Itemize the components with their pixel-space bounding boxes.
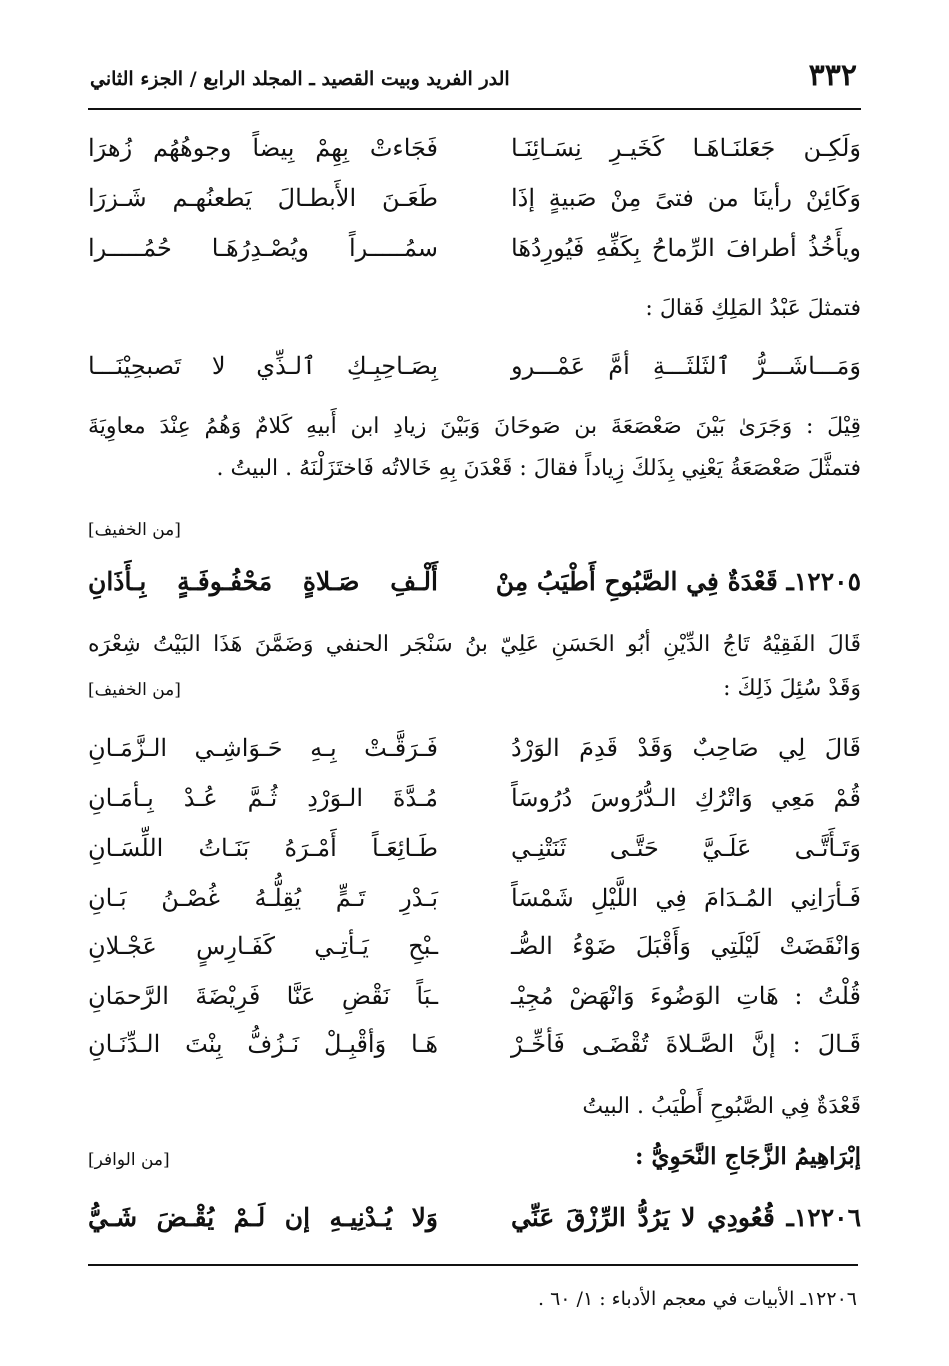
verse-second-hemistich: سمُـــــراً ويُصْـدِرُهَـا حُمُـــــرا — [88, 234, 438, 262]
verse-second-hemistich: بَـدْرِ تَـمٍّ يُقِلُّـهُ غُصْـنُ بَـانِ — [88, 884, 438, 912]
verse-line — [88, 728, 861, 768]
verse-line-numbered — [88, 562, 861, 602]
verse-first-hemistich: وَلَكِـن جَعَلنَـاهَـا كَخَيـرِ نِسَـائِنَـا — [511, 134, 861, 162]
verse-second-hemistich: مُـدَّةَ الـوَرْدِ ثُـمَّ عُـدْ بِـأمَـانِ — [88, 784, 438, 812]
verse-second-hemistich: ـبْحِ يَـأتِـي كَفَـارِسٍ عَجْـلانِ — [88, 932, 438, 960]
verse-first-hemistich: وَانْقَضَتْ لَيْلَتِي وَأَقْبَلَ ضَوْءُ الصُّـ — [511, 932, 861, 960]
verse-second-hemistich: بِصَـاحِبِـكِ ٱلـذِّي لا تَصبحِيْنَـــا — [88, 352, 438, 380]
verse-first-hemistich-text: قَعْدَةٌ فِي الصَّبُوحِ أَطْيَبُ مِنْ — [495, 567, 778, 596]
intro-line: فتمثلَ عَبْدُ المَلِكِ فَقالَ : — [645, 296, 861, 321]
verse-line — [88, 778, 861, 818]
footnote-rule — [88, 1264, 858, 1266]
verse-number: ١٢٢٠٦ـ — [786, 1203, 861, 1232]
verse-first-hemistich: قُلْتُ : هَاتِ الوَضُوءَ وَانْهَضْ مُجِيْـ — [511, 982, 861, 1010]
verse-first-hemistich: قُمْ مَعِي وَاتْرُكِ الـدُّرُوسَ دُرُوسَاً — [511, 784, 861, 812]
closing-line: قَعْدَةٌ فِي الصَّبُوحِ أَطْيَبُ . البيتُ — [582, 1094, 861, 1119]
verse-number: ١٢٢٠٥ـ — [786, 567, 861, 596]
verse-line — [88, 228, 861, 268]
prose-line: وَقَدْ سُئِلَ ذَلِكَ : — [723, 676, 861, 701]
verse-second-hemistich: هَـا وَأقْبِـلْ نَـزُفُّ بِنْتَ الـدِّنَـانِ — [88, 1030, 438, 1058]
verse-second-hemistich: طَـائِعَـاً أَمْـرَهُ بَنَـاتُ اللِّسَـانِ — [88, 834, 438, 862]
verse-line — [88, 178, 861, 218]
verse-second-hemistich: فَـرَقَّـتْ بِـهِ حَـوَاشِـي الـزَّمَـانِ — [88, 734, 438, 762]
verse-line — [88, 128, 861, 168]
verse-first-hemistich — [495, 562, 861, 602]
verse-second-hemistich: أَلْـفِ صَـلاةٍ مَحْفُـوفَـةٍ بِـأَذَانِ — [88, 567, 438, 596]
verse-line-numbered — [88, 1198, 861, 1238]
verse-line — [88, 828, 861, 868]
verse-second-hemistich: طَعَـنَ الأَبطـالَ يَطعنُهـم شَـزرَا — [88, 184, 438, 212]
verse-first-hemistich: وَكَائِنْ رأينَا من فتىً مِنْ صَبيةٍ إذَا — [511, 184, 861, 212]
verse-first-hemistich: قَالَ لِي صَاحِبٌ وَقَدْ قَدِمَ الوَرْدُ — [511, 734, 861, 762]
prose-line: قِيْلَ : وَجَرَىٰ بَيْنَ صَعْصَعَةَ بن صَوحَانَ وَبَيْنَ زيادِ ابن أَبيهِ كَلامٌ وَهُمُ عِنْدَ معاوِيَةَ — [88, 414, 861, 439]
verse-second-hemistich: وَلا يُـدْنِيـهِ إن لَـمْ يُقْـضَ شَـيُّ — [88, 1203, 438, 1232]
meter-label: [من الخفيف] — [88, 680, 181, 700]
prose-line: قَالَ الفَقِيْهُ تَاجُ الدِّيْنِ أبُو الحَسَنِ عَلِيّ بنُ سَنْجَر الحنفي وَضَمَّنَ هَذَا البَيْتُ شِعْرَه — [88, 632, 861, 657]
verse-line — [88, 926, 861, 966]
footnote: ١٢٢٠٦ـ الأبيات في معجم الأدباء : ١/ ٦٠ . — [538, 1288, 857, 1310]
verse-line — [88, 878, 861, 918]
verse-line — [88, 346, 861, 386]
verse-first-hemistich — [511, 1198, 861, 1238]
poet-heading: إبْرَاهِيمُ الزَّجَاجِ النَّحَوِيُّ : — [635, 1143, 861, 1170]
verse-first-hemistich: ويأَخُذُ أطرافَ الرِّماحُ بِكَفِّهِ فَيُورِدُهَا — [511, 234, 861, 262]
verse-line — [88, 1024, 861, 1064]
header-rule — [88, 108, 861, 110]
meter-label: [من الخفيف] — [88, 520, 181, 540]
meter-label: [من الوافر] — [88, 1150, 170, 1170]
prose-line: فتمثَّلَ صَعْصَعَةُ يَعْنِي بِذَلكَ زِياداً فقالَ : قَعْدَنَ بِهِ خَالاتُه فَاختَزَلْنَهُ . البيتُ . — [216, 456, 861, 481]
verse-first-hemistich: فَـأرَانِي المُـدَامَ فِي اللَّيْلِ شَمْسَاً — [511, 884, 861, 912]
verse-second-hemistich: ـبَاً نَقْضِ عَنَّا فَرِيْضَةَ الرَّحمَانِ — [88, 982, 438, 1010]
page-number: ٣٣٢ — [808, 58, 857, 93]
verse-first-hemistich: قَـالَ : إنَّ الصَّـلاةَ تُقْضَـى فَأخِّـرْ — [511, 1030, 861, 1058]
verse-line — [88, 976, 861, 1016]
running-title: الدر الفريد وبيت القصيد ـ المجلد الرابع / الجزء الثاني — [90, 68, 510, 90]
verse-second-hemistich: فَجَاءتْ بِهِمْ بِيضاً وجوهُهُم زُهرَا — [88, 134, 438, 162]
verse-first-hemistich: وَتَـأَتَّـى عَلَـيَّ حَتَّـى ثَنَتْنِـي — [511, 834, 861, 862]
verse-first-hemistich: وَمَـــاشَـــرُّ ٱلثَلثَـــةِ أمَّ عَمْـــرو — [511, 352, 861, 380]
verse-first-hemistich-text: قُعُودِي لا يَرُدُّ الرِّزْقَ عَنِّي — [511, 1203, 775, 1232]
